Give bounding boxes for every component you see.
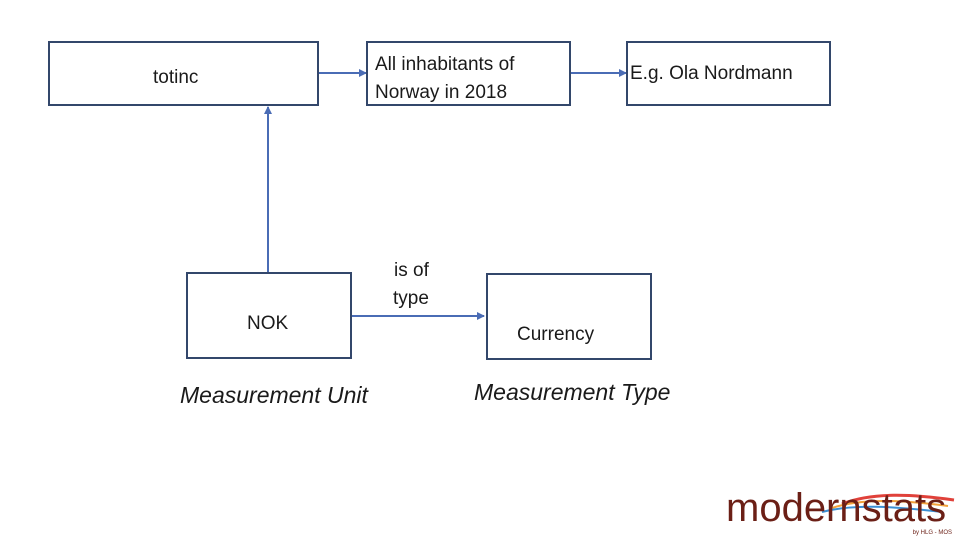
modernstats-logo xyxy=(722,486,958,538)
population-label-line2: Norway in 2018 xyxy=(375,82,508,103)
example-label: E.g. Ola Nordmann xyxy=(630,63,793,84)
measurement-unit-caption: Measurement Unit xyxy=(180,382,368,408)
measurement-type-caption: Measurement Type xyxy=(474,379,671,405)
population-label-line1: All inhabitants of xyxy=(375,54,515,75)
nok-label: NOK xyxy=(247,313,289,334)
currency-label: Currency xyxy=(517,324,595,345)
totinc-label: totinc xyxy=(153,67,199,88)
edge-label-line1: is of xyxy=(394,260,429,281)
logo-tagline: by HLG - MOS xyxy=(912,530,952,536)
edge-label-line2: type xyxy=(393,288,429,309)
logo-wordmark: modernstats xyxy=(726,486,947,530)
